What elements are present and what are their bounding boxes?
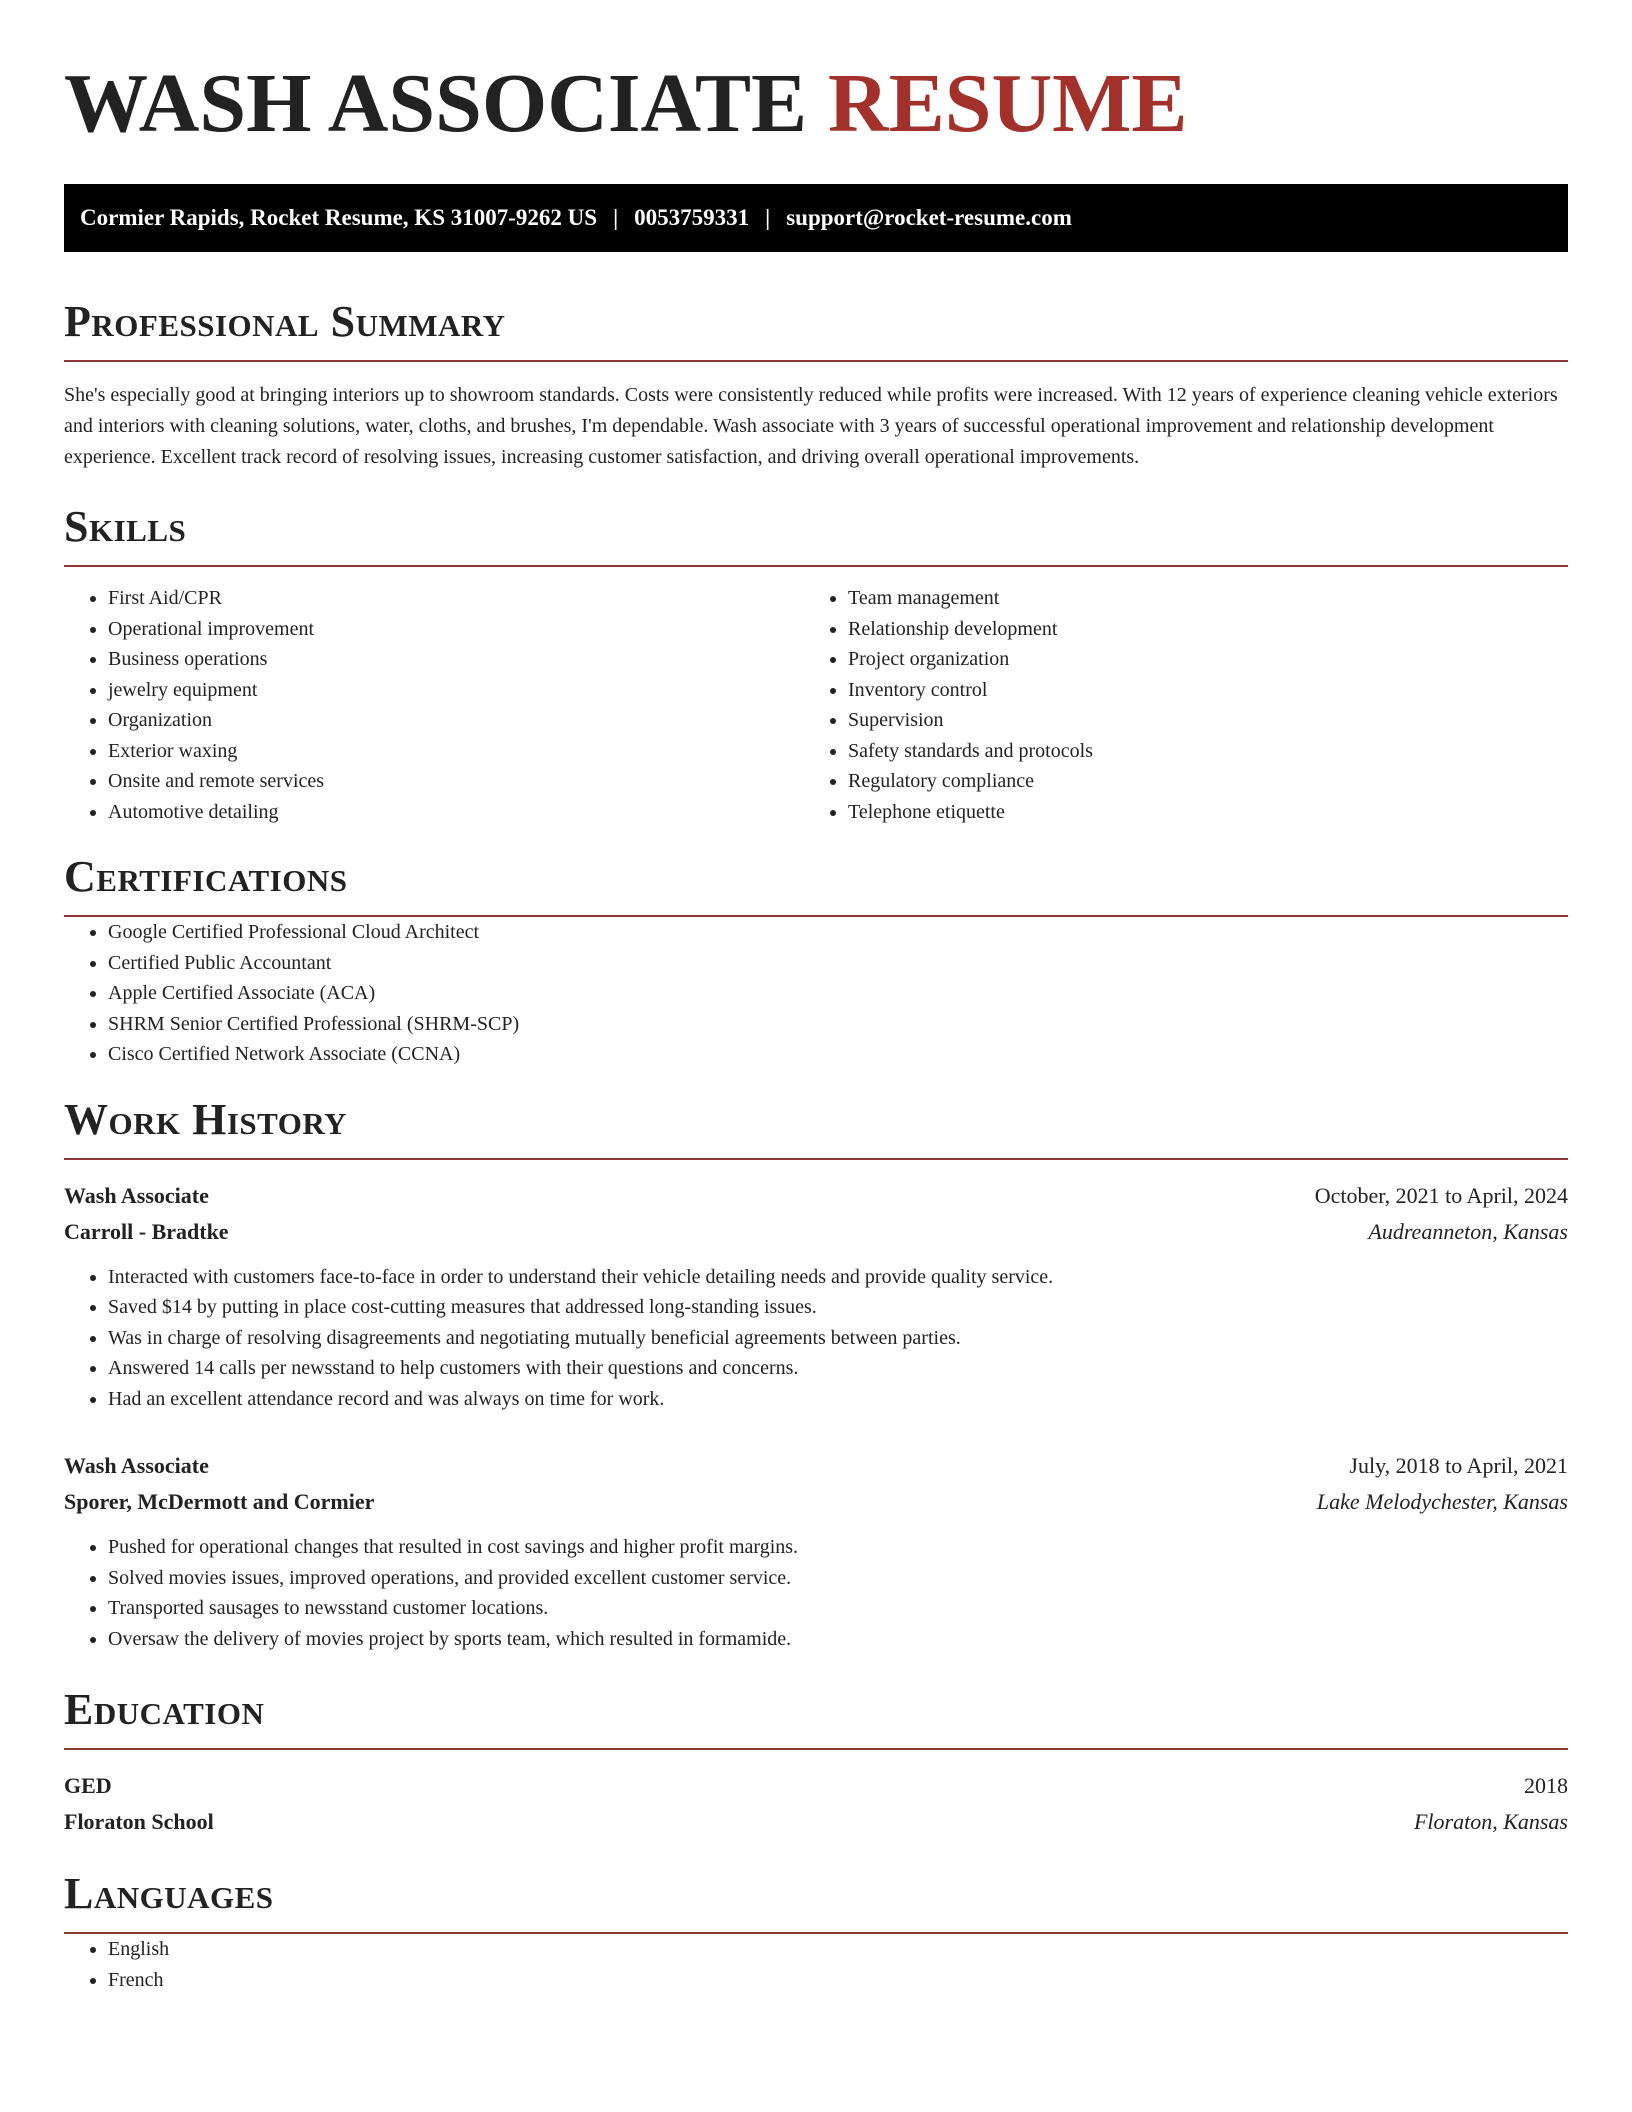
education-location: Floraton, Kansas [1413, 1809, 1568, 1834]
skill-item: • Supervision [848, 705, 1544, 736]
certification-item: • Google Certified Professional Cloud Architect [108, 917, 1568, 948]
skills-list-right [804, 583, 1544, 827]
job-duty-item: • Was in charge of resolving disagreements and negotiating mutually beneficial agreements between parties. [108, 1323, 1568, 1354]
language-item: • English [108, 1934, 1568, 1965]
job-company-row [64, 1214, 1568, 1250]
skill-item: • Automotive detailing [108, 797, 804, 828]
contact-address: Cormier Rapids, Rocket Resume, KS 31007-9262 US [80, 205, 598, 230]
contact-phone: 0053759331 [634, 205, 750, 230]
education-year: 2018 [1524, 1773, 1568, 1798]
education-degree: GED [64, 1773, 112, 1798]
certification-item: • Certified Public Accountant [108, 948, 1568, 979]
skill-item: • Inventory control [848, 675, 1544, 706]
skill-item: • Safety standards and protocols [848, 736, 1544, 767]
language-item: • French [108, 1965, 1568, 1996]
certification-item: • Apple Certified Associate (ACA) [108, 978, 1568, 1009]
job-duty-item: • Transported sausages to newsstand customer locations. [108, 1593, 1568, 1624]
job-location: Lake Melodychester, Kansas [1316, 1489, 1568, 1514]
languages-list [64, 1934, 1568, 1995]
certifications-heading: Certifications [64, 852, 348, 901]
job-header-row [64, 1448, 1568, 1484]
contact-separator: | [613, 205, 619, 230]
skill-item: • Relationship development [848, 614, 1544, 645]
job-title: Wash Associate [64, 1182, 209, 1208]
job-duties-list [64, 1262, 1568, 1415]
languages-heading: Languages [64, 1869, 274, 1918]
skill-item: • Project organization [848, 644, 1544, 675]
skill-item: • First Aid/CPR [108, 583, 804, 614]
education-heading: Education [64, 1685, 265, 1734]
skills-column-left [64, 583, 804, 827]
job-duty-item: • Saved $14 by putting in place cost-cutting measures that addressed long-standing issues. [108, 1292, 1568, 1323]
job-header-row [64, 1178, 1568, 1214]
contact-email: support@rocket-resume.com [786, 205, 1072, 230]
title-accent: RESUME [828, 57, 1188, 150]
job-duties-list [64, 1532, 1568, 1654]
skill-item: • jewelry equipment [108, 675, 804, 706]
education-school: Floraton School [64, 1809, 214, 1834]
section-divider [64, 1748, 1568, 1750]
resume-title [64, 0, 1568, 152]
section-divider [64, 1158, 1568, 1160]
job-title: Wash Associate [64, 1453, 209, 1478]
skill-item: • Operational improvement [108, 614, 804, 645]
job-company-row [64, 1484, 1568, 1520]
section-divider [64, 360, 1568, 362]
certification-item: • Cisco Certified Network Associate (CCNA) [108, 1039, 1568, 1070]
skill-item: • Organization [108, 705, 804, 736]
job-entry [64, 1178, 1568, 1415]
education-school-row [64, 1804, 1568, 1840]
skill-item: • Telephone etiquette [848, 797, 1544, 828]
summary-text: She's especially good at bringing interiors up to showroom standards. Costs were consistently reduced while profits were increased. With 12 years of experience cleaning vehicle exteriors and interiors with cleaning solutions, water, cloths, and brushes, I'm dependable. Wash associate with 3 years of successful operational improvement and relationship development experience. Excellent track record of resolving issues, increasing customer satisfaction, and driving overall operational improvements. [64, 384, 1558, 468]
contact-bar [64, 184, 1568, 252]
job-company: Sporer, McDermott and Cormier [64, 1489, 375, 1514]
skill-item: • Team management [848, 583, 1544, 614]
job-dates: July, 2018 to April, 2021 [1349, 1453, 1568, 1478]
skill-item: • Onsite and remote services [108, 766, 804, 797]
skills-heading: Skills [64, 502, 187, 551]
contact-separator: | [765, 205, 771, 230]
summary-heading: Professional Summary [64, 297, 506, 346]
job-duty-item: • Pushed for operational changes that resulted in cost savings and higher profit margins. [108, 1532, 1568, 1563]
job-company: Carroll - Bradtke [64, 1218, 229, 1244]
skill-item: • Business operations [108, 644, 804, 675]
job-entry [64, 1448, 1568, 1654]
education-entry [64, 1768, 1568, 1840]
skills-column-right [804, 583, 1544, 827]
skill-item: • Exterior waxing [108, 736, 804, 767]
title-main: WASH ASSOCIATE [64, 57, 808, 150]
job-location: Audreanneton, Kansas [1368, 1218, 1568, 1244]
skills-columns [64, 583, 1568, 827]
job-duty-item: • Solved movies issues, improved operations, and provided excellent customer service. [108, 1563, 1568, 1594]
work-history-heading: Work History [64, 1094, 348, 1144]
job-duty-item: • Had an excellent attendance record and was always on time for work. [108, 1384, 1568, 1415]
job-dates: October, 2021 to April, 2024 [1314, 1182, 1568, 1208]
job-duty-item: • Interacted with customers face-to-face in order to understand their vehicle detailing needs and provide quality service. [108, 1262, 1568, 1293]
job-duty-item: • Oversaw the delivery of movies project by sports team, which resulted in formamide. [108, 1624, 1568, 1655]
skill-item: • Regulatory compliance [848, 766, 1544, 797]
job-duty-item: • Answered 14 calls per newsstand to help customers with their questions and concerns. [108, 1353, 1568, 1384]
skills-list-left [64, 583, 804, 827]
section-divider [64, 565, 1568, 567]
education-degree-row [64, 1768, 1568, 1804]
certification-item: • SHRM Senior Certified Professional (SHRM-SCP) [108, 1009, 1568, 1040]
certifications-list [64, 917, 1568, 1070]
